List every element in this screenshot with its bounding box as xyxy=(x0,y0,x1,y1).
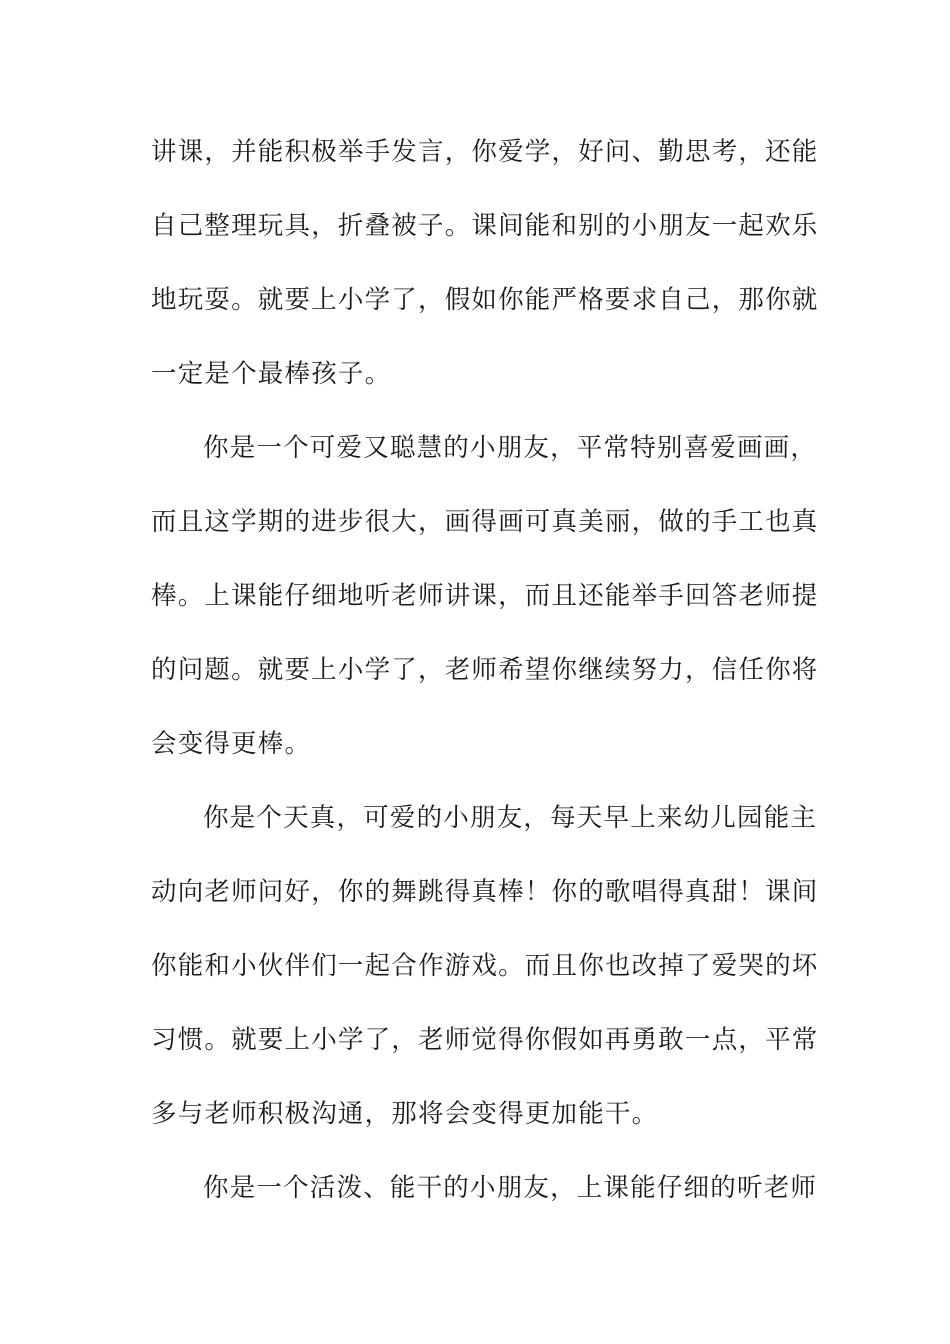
text-line: 自己整理玩具，折叠被子。课间能和别的小朋友一起欢乐 xyxy=(151,211,819,241)
text-line: 的问题。就要上小学了，老师希望你继续努力，信任你将 xyxy=(151,655,819,685)
text-line: 你能和小伙伴们一起合作游戏。而且你也改掉了爱哭的坏 xyxy=(151,951,819,981)
paragraph-3 xyxy=(151,784,819,1154)
text-line: 而且这学期的进步很大，画得画可真美丽，做的手工也真 xyxy=(151,507,819,537)
text-line: 动向老师问好，你的舞跳得真棒！你的歌唱得真甜！课间 xyxy=(151,877,819,907)
paragraph-2 xyxy=(151,414,819,784)
text-line: 你是个天真，可爱的小朋友，每天早上来幼儿园能主 xyxy=(203,803,818,833)
paragraph-1 xyxy=(151,118,819,414)
text-line: 你是一个活泼、能干的小朋友，上课能仔细的听老师 xyxy=(203,1173,818,1203)
text-line: 多与老师积极沟通，那将会变得更加能干。 xyxy=(151,1099,659,1129)
text-line: 地玩耍。就要上小学了，假如你能严格要求自己，那你就 xyxy=(151,285,819,315)
text-line: 习惯。就要上小学了，老师觉得你假如再勇敢一点，平常 xyxy=(151,1025,819,1055)
text-line: 一定是个最棒孩子。 xyxy=(151,359,392,389)
paragraph-4 xyxy=(151,1154,818,1228)
text-line: 你是一个可爱又聪慧的小朋友，平常特别喜爱画画， xyxy=(203,433,818,463)
text-line: 会变得更棒。 xyxy=(151,729,312,759)
text-line: 棒。上课能仔细地听老师讲课，而且还能举手回答老师提 xyxy=(151,581,819,611)
document-body xyxy=(151,118,819,1228)
text-line: 讲课，并能积极举手发言，你爱学，好问、勤思考，还能 xyxy=(151,137,819,167)
